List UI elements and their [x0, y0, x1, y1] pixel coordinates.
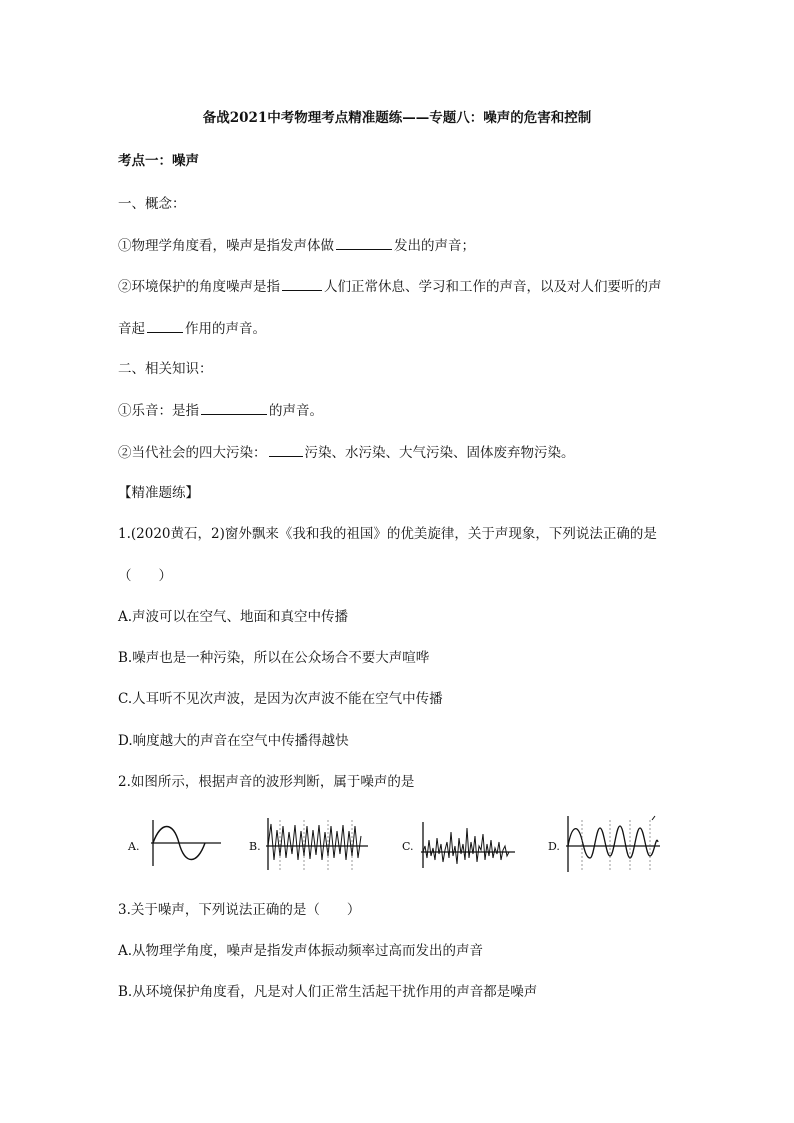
question-1-paren: （ ） — [118, 568, 172, 584]
concept-2-post: 人们正常休息、学习和工作的声音，以及对人们要听的声 — [324, 279, 662, 295]
waveform-c[interactable] — [417, 820, 517, 870]
page-title: 备战2021中考物理考点精准题练——专题八：噪声的危害和控制 — [202, 110, 592, 126]
question-3-option-a[interactable]: A.从物理学角度，噪声是指发声体振动频率过高而发出的声音 — [118, 943, 484, 959]
section-heading-concept: 一、概念： — [118, 196, 186, 212]
knowledge-2-post: 污染、水污染、大气污染、固体废弃物污染。 — [304, 445, 575, 461]
question-1-option-b[interactable]: B.噪声也是一种污染，所以在公众场合不要大声喧哗 — [118, 650, 430, 666]
irregular-noise-wave-figure — [417, 820, 517, 870]
wave-label-b: B. — [249, 840, 261, 853]
question-3-stem: 3.关于噪声，下列说法正确的是（ ） — [118, 902, 361, 918]
fill-blank[interactable] — [269, 443, 303, 457]
section-heading-knowledge: 二、相关知识： — [118, 361, 213, 377]
concept-1 — [118, 236, 475, 255]
knowledge-2-pre: ②当代社会的四大污染： — [118, 445, 267, 461]
concept-2-cont — [118, 319, 266, 338]
waveform-a[interactable] — [143, 818, 223, 868]
question-1-option-d[interactable]: D.响度越大的声音在空气中传播得越快 — [118, 733, 349, 749]
knowledge-1 — [118, 401, 323, 420]
fill-blank[interactable] — [201, 401, 267, 415]
sine-wave-figure — [143, 818, 223, 868]
question-1-option-a[interactable]: A.声波可以在空气、地面和真空中传播 — [118, 609, 349, 625]
concept-2b-post: 作用的声音。 — [185, 321, 266, 337]
knowledge-2 — [118, 443, 575, 462]
waveform-b[interactable] — [262, 816, 370, 872]
concept-2b-pre: 音起 — [118, 321, 145, 337]
periodic-complex-wave-figure — [262, 816, 370, 872]
concept-2-pre: ②环境保护的角度噪声是指 — [118, 279, 280, 295]
wave-label-c: C. — [402, 840, 414, 853]
wave-label-d: D. — [548, 840, 560, 853]
question-3-option-b[interactable]: B.从环境保护角度看，凡是对人们正常生活起干扰作用的声音都是噪声 — [118, 984, 538, 1000]
concept-1-post: 发出的声音； — [394, 238, 475, 254]
wave-label-a: A. — [128, 840, 140, 853]
question-1-stem: 1.(2020黄石，2)窗外飘来《我和我的祖国》的优美旋律，关于声现象，下列说法正确的是 — [118, 526, 657, 542]
concept-2 — [118, 277, 662, 296]
point-heading: 考点一：噪声 — [118, 153, 199, 169]
fill-blank[interactable] — [282, 277, 322, 291]
question-2-stem: 2.如图所示，根据声音的波形判断，属于噪声的是 — [118, 774, 415, 790]
knowledge-1-post: 的声音。 — [269, 403, 323, 419]
knowledge-1-pre: ①乐音：是指 — [118, 403, 199, 419]
periodic-wave-figure — [562, 814, 666, 874]
practice-heading: 【精准题练】 — [118, 485, 199, 501]
fill-blank[interactable] — [147, 319, 183, 333]
waveform-d[interactable] — [562, 814, 666, 874]
concept-1-pre: ①物理学角度看，噪声是指发声体做 — [118, 238, 334, 254]
fill-blank[interactable] — [336, 236, 392, 250]
question-1-option-c[interactable]: C.人耳听不见次声波，是因为次声波不能在空气中传播 — [118, 691, 443, 707]
